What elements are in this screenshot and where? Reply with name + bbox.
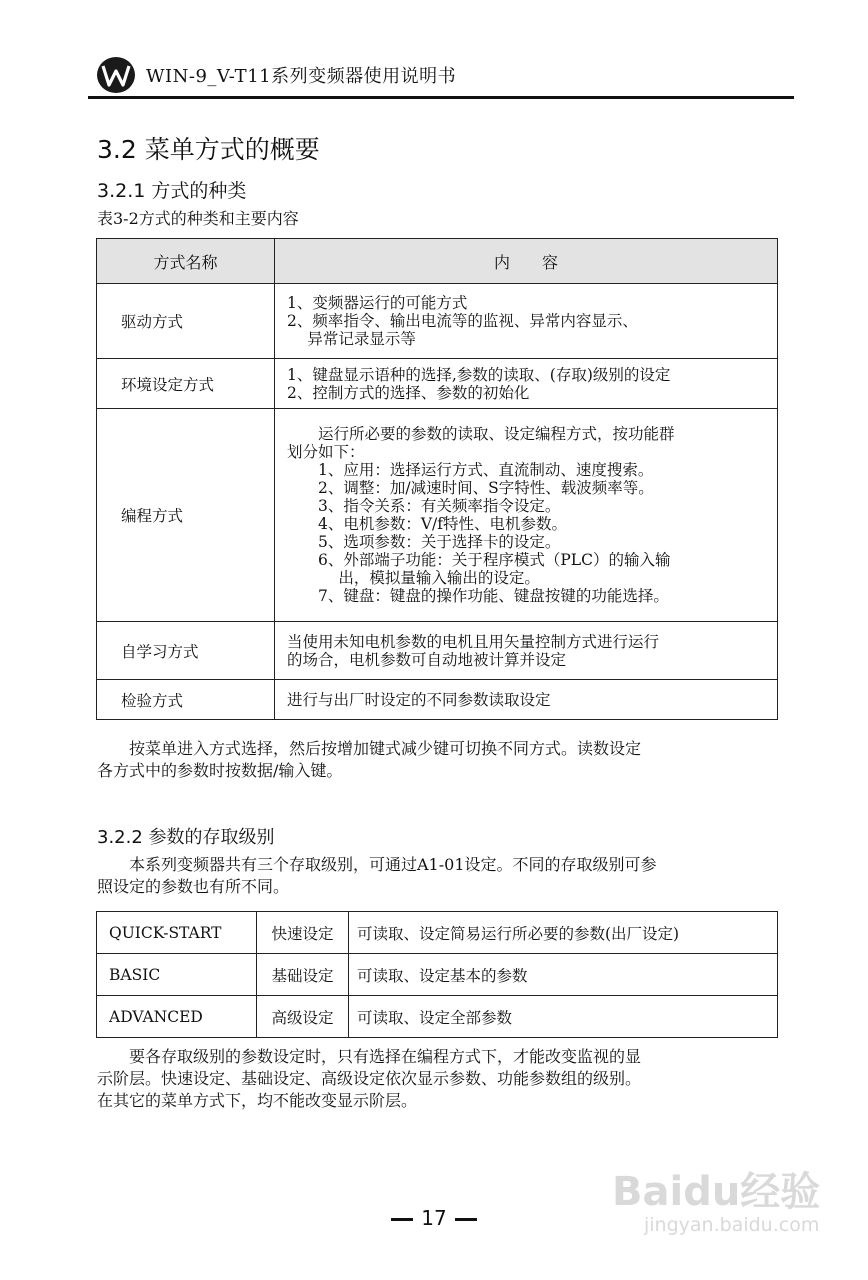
paragraph-line: 在其它的菜单方式下，均不能改变显示阶层。	[97, 1091, 418, 1110]
modes-table	[96, 238, 778, 720]
header-divider	[88, 96, 794, 99]
mode-name: 编程方式	[97, 409, 275, 622]
paragraph-line: 照设定的参数也有所不同。	[97, 877, 290, 896]
access-level-description: 可读取、设定简易运行所必要的参数(出厂设定)	[349, 912, 778, 954]
baidu-watermark-url: jingyan.baidu.com	[644, 1214, 820, 1236]
mode-content	[275, 409, 778, 622]
content-line: 划分如下：	[287, 443, 365, 461]
table-row	[97, 996, 778, 1038]
content-line: 2、频率指令、输出电流等的监视、异常内容显示、	[287, 312, 638, 330]
mode-name: 检验方式	[97, 680, 275, 720]
content-line: 出，模拟量输入输出的设定。	[287, 569, 540, 587]
access-level-name: QUICK-START	[97, 912, 257, 954]
content-line: 2、控制方式的选择、参数的初始化	[287, 383, 530, 402]
paragraph-line: 按菜单进入方式选择，然后按增加键式减少键可切换不同方式。读数设定	[97, 739, 642, 758]
content-line: 当使用未知电机参数的电机且用矢量控制方式进行运行	[287, 632, 660, 651]
mode-name: 自学习方式	[97, 622, 275, 680]
mode-content	[275, 284, 778, 359]
access-level-chinese: 快速设定	[257, 912, 349, 954]
table-header-row	[97, 239, 778, 284]
paragraph-line: 示阶层。快速设定、基础设定、高级设定依次显示参数、功能参数组的级别。	[97, 1069, 642, 1088]
table-row	[97, 359, 778, 409]
access-level-description: 可读取、设定全部参数	[349, 996, 778, 1038]
content-line: 2、调整：加/减速时间、S字特性、载波频率等。	[287, 479, 654, 497]
column-header-mode-name: 方式名称	[97, 239, 275, 284]
table-row	[97, 912, 778, 954]
access-level-name: BASIC	[97, 954, 257, 996]
access-level-description: 可读取、设定基本的参数	[349, 954, 778, 996]
access-level-chinese: 基础设定	[257, 954, 349, 996]
table-caption: 表3-2方式的种类和主要内容	[97, 209, 299, 228]
table-row	[97, 284, 778, 359]
mode-name: 环境设定方式	[97, 359, 275, 409]
content-line: 的场合，电机参数可自动地被计算并设定	[287, 650, 567, 669]
paragraph-line: 要各存取级别的参数设定时，只有选择在编程方式下，才能改变监视的显	[97, 1047, 642, 1066]
column-header-content: 内 容	[275, 239, 778, 284]
table-row	[97, 680, 778, 720]
page-footer	[0, 1206, 868, 1230]
section-title: 3.2 菜单方式的概要	[97, 135, 320, 164]
display-level-paragraph	[97, 1046, 641, 1112]
paragraph-line: 各方式中的参数时按数据/输入键。	[97, 761, 343, 780]
content-line: 5、选项参数：关于选择卡的设定。	[287, 533, 561, 551]
content-line: 1、变频器运行的可能方式	[287, 294, 468, 312]
content-line: 运行所必要的参数的读取、设定编程方式，按功能群	[287, 425, 675, 443]
content-line: 1、应用：选择运行方式、直流制动、速度搜索。	[287, 461, 654, 479]
access-level-table	[96, 911, 778, 1038]
left-arrow-decoration-icon	[391, 1218, 413, 1221]
content-line: 7、键盘：键盘的操作功能、键盘按键的功能选择。	[287, 587, 669, 605]
mode-name: 驱动方式	[97, 284, 275, 359]
baidu-watermark: Baidu经验	[612, 1169, 821, 1215]
access-level-chinese: 高级设定	[257, 996, 349, 1038]
table-row	[97, 954, 778, 996]
mode-switch-paragraph	[97, 738, 641, 782]
access-intro-paragraph	[97, 854, 657, 898]
content-line: 4、电机参数：V/f特性、电机参数。	[287, 515, 568, 533]
paragraph-line: 本系列变频器共有三个存取级别，可通过A1-01设定。不同的存取级别可参	[97, 855, 657, 874]
page-number: 17	[421, 1206, 447, 1230]
content-line: 进行与出厂时设定的不同参数读取设定	[287, 690, 551, 709]
table-row	[97, 622, 778, 680]
w-logo-icon	[96, 55, 136, 95]
mode-content	[275, 622, 778, 680]
content-line: 1、键盘显示语种的选择,参数的读取、(存取)级别的设定	[287, 365, 671, 384]
subsection-title-access: 3.2.2 参数的存取级别	[97, 827, 275, 848]
table-row	[97, 409, 778, 622]
header-title: WIN-9_V-T11系列变频器使用说明书	[146, 66, 457, 87]
content-line: 异常记录显示等	[287, 330, 416, 348]
access-level-name: ADVANCED	[97, 996, 257, 1038]
right-arrow-decoration-icon	[455, 1218, 477, 1221]
content-line: 3、指令关系：有关频率指令设定。	[287, 497, 561, 515]
subsection-title-modes: 3.2.1 方式的种类	[97, 180, 247, 202]
mode-content	[275, 359, 778, 409]
content-line: 6、外部端子功能：关于程序模式（PLC）的输入输	[287, 551, 671, 569]
mode-content	[275, 680, 778, 720]
